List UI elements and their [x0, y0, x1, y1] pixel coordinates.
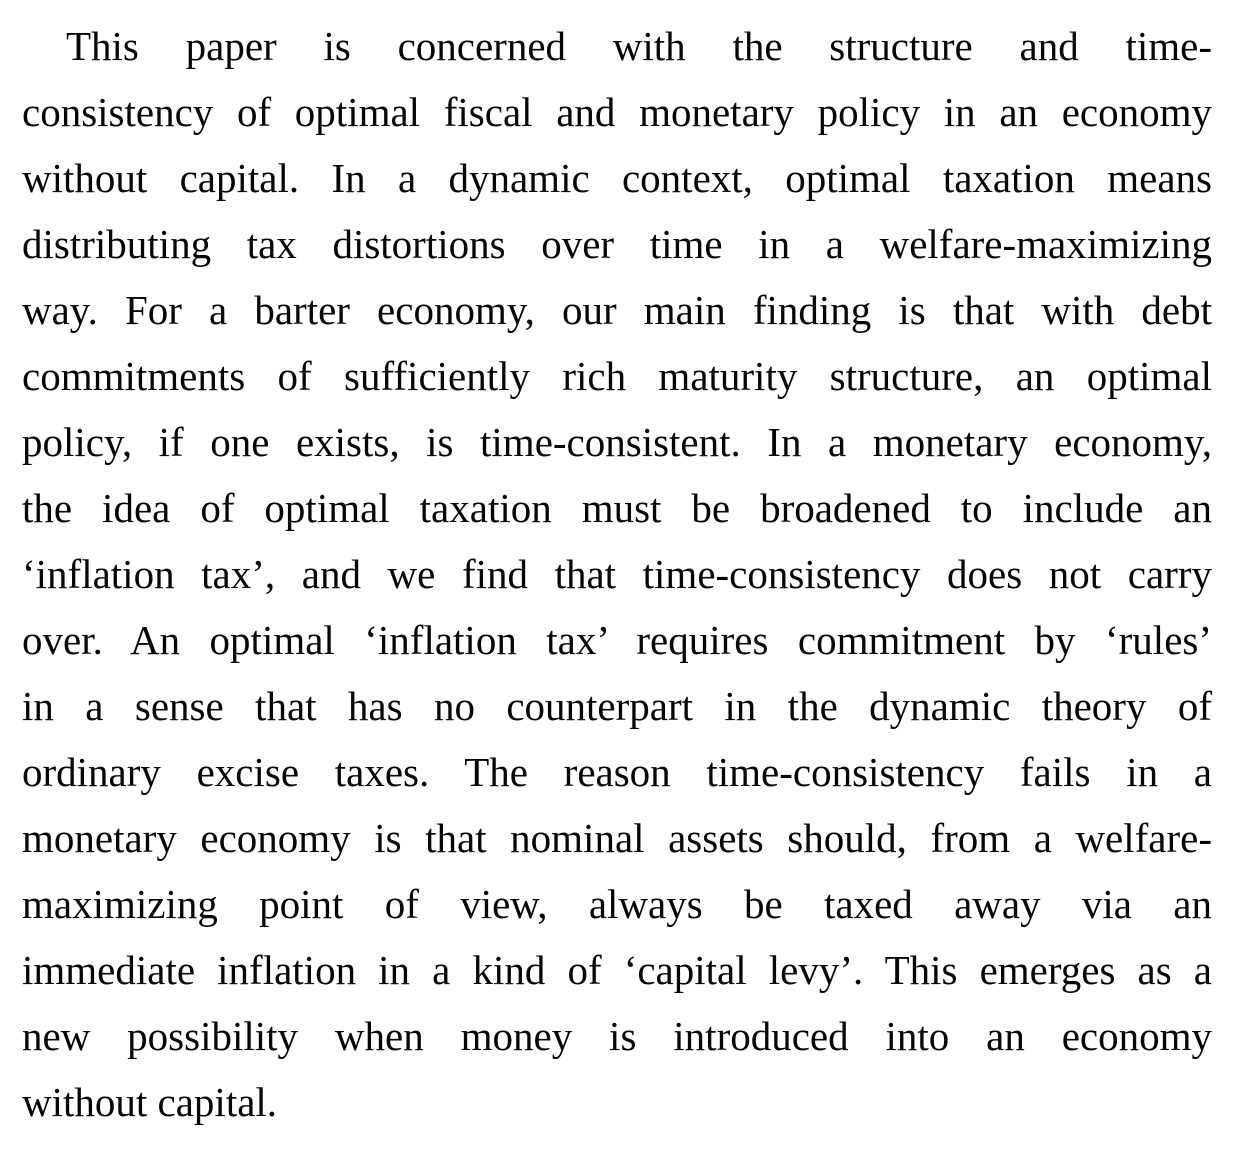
text-line: monetary economy is that nominal assets should, from a welfare- — [22, 815, 1212, 861]
text-line: commitments of sufficiently rich maturity structure, an optimal — [22, 353, 1212, 399]
text-line: This paper is concerned with the structure and time- — [66, 23, 1212, 69]
abstract-paragraph — [22, 13, 1212, 1135]
text-line: without capital. In a dynamic context, optimal taxation means — [22, 155, 1212, 201]
text-line: in a sense that has no counterpart in the dynamic theory of — [22, 683, 1212, 729]
text-line: way. For a barter economy, our main finding is that with debt — [22, 287, 1212, 333]
text-line: over. An optimal ‘inflation tax’ requires commitment by ‘rules’ — [22, 617, 1212, 663]
text-line: policy, if one exists, is time-consistent. In a monetary economy, — [22, 419, 1212, 465]
text-line: maximizing point of view, always be taxed away via an — [22, 881, 1212, 927]
text-line: ordinary excise taxes. The reason time-consistency fails in a — [22, 749, 1212, 795]
text-line: distributing tax distortions over time in a welfare-maximizing — [22, 221, 1212, 267]
text-line: ‘inflation tax’, and we find that time-consistency does not carry — [22, 551, 1212, 597]
text-line: without capital. — [22, 1079, 278, 1125]
text-line: immediate inflation in a kind of ‘capital levy’. This emerges as a — [22, 947, 1212, 993]
text-line: the idea of optimal taxation must be broadened to include an — [22, 485, 1212, 531]
text-line: consistency of optimal fiscal and monetary policy in an economy — [22, 89, 1212, 135]
text-line: new possibility when money is introduced into an economy — [22, 1013, 1212, 1059]
